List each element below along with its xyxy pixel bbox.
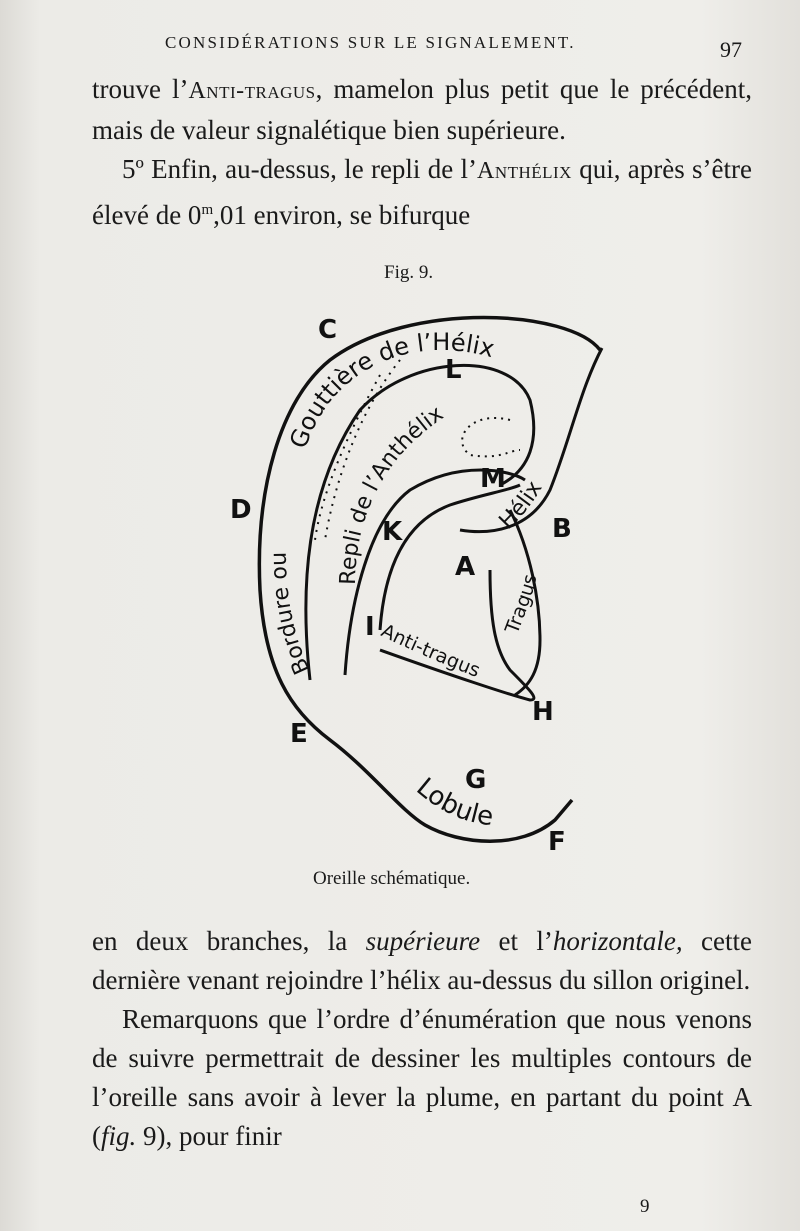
paragraph bbox=[92, 1000, 752, 1156]
figure-label: Fig. 9. bbox=[384, 262, 434, 283]
letter-l: L bbox=[445, 355, 462, 385]
letter-e: E bbox=[290, 719, 308, 749]
letter-b: B bbox=[552, 514, 572, 544]
top-text-block bbox=[92, 70, 752, 235]
figure-caption: Oreille schématique. bbox=[313, 868, 471, 889]
text-run: ,01 environ, se bifurque bbox=[213, 200, 471, 230]
ear-diagram bbox=[210, 290, 630, 860]
signature-mark: 9 bbox=[640, 1196, 650, 1217]
text-run: Remarquons que l’ordre d’énumération que nous venons de suivre permettrait de dessiner les multiples contours de l’oreille sans avoir à lever la plume, en partant du point A ( bbox=[92, 1004, 752, 1151]
emphasis: supérieure bbox=[365, 926, 481, 956]
letter-c: C bbox=[318, 315, 338, 345]
text-run: 9), pour finir bbox=[136, 1121, 282, 1151]
emphasis: horizontale, bbox=[552, 926, 683, 956]
annotation-lobule: Lobule bbox=[410, 772, 496, 833]
paragraph bbox=[92, 922, 752, 1000]
superscript: m bbox=[201, 202, 214, 218]
term-anthelix: Anthélix bbox=[476, 158, 572, 184]
letter-i: I bbox=[365, 612, 375, 642]
text-run: cette dernière venant rejoindre l’hélix au-dessus du sillon originel. bbox=[92, 926, 752, 995]
paragraph bbox=[92, 150, 752, 235]
text-run: en deux branches, la bbox=[92, 926, 366, 956]
text-run: 5º Enfin, au-dessus, le repli de l’ bbox=[122, 154, 477, 184]
text-run: et l’ bbox=[480, 926, 553, 956]
outer-contour bbox=[259, 318, 600, 842]
concha-contour bbox=[380, 485, 520, 630]
running-header bbox=[165, 33, 760, 62]
letter-h: H bbox=[532, 697, 554, 727]
text-run: trouve l’ bbox=[92, 74, 189, 104]
letter-a: A bbox=[455, 552, 476, 582]
bottom-text-block bbox=[92, 922, 752, 1156]
page-number: 97 bbox=[720, 37, 742, 62]
annotation-antitragus: Anti-tragus bbox=[377, 619, 484, 682]
emphasis: fig. bbox=[101, 1121, 137, 1151]
letter-g: G bbox=[465, 765, 487, 795]
text-run: qui, après s’être élevé de 0 bbox=[92, 154, 752, 230]
text-run: , mamelon plus petit que le précédent, mais de valeur signalétique bien supérieure. bbox=[92, 74, 752, 145]
letter-k: K bbox=[382, 517, 403, 547]
annotation-anthelix: Repli de l’Anthélix bbox=[335, 401, 449, 586]
annotation-helix: Hélix bbox=[494, 476, 548, 535]
dotted-line-3 bbox=[462, 418, 520, 456]
paragraph bbox=[92, 70, 752, 150]
letter-m: M bbox=[480, 464, 506, 494]
letter-f: F bbox=[548, 827, 566, 857]
annotation-bordure: Bordure ou bbox=[266, 551, 316, 678]
annotation-gouttiere: Gouttière de l’Hélix bbox=[284, 328, 498, 452]
term-anti-tragus: Anti-tragus bbox=[188, 78, 316, 104]
annotation-tragus: Tragus bbox=[501, 572, 542, 637]
running-title: CONSIDÉRATIONS SUR LE SIGNALEMENT. bbox=[165, 33, 576, 52]
letter-d: D bbox=[230, 495, 252, 525]
